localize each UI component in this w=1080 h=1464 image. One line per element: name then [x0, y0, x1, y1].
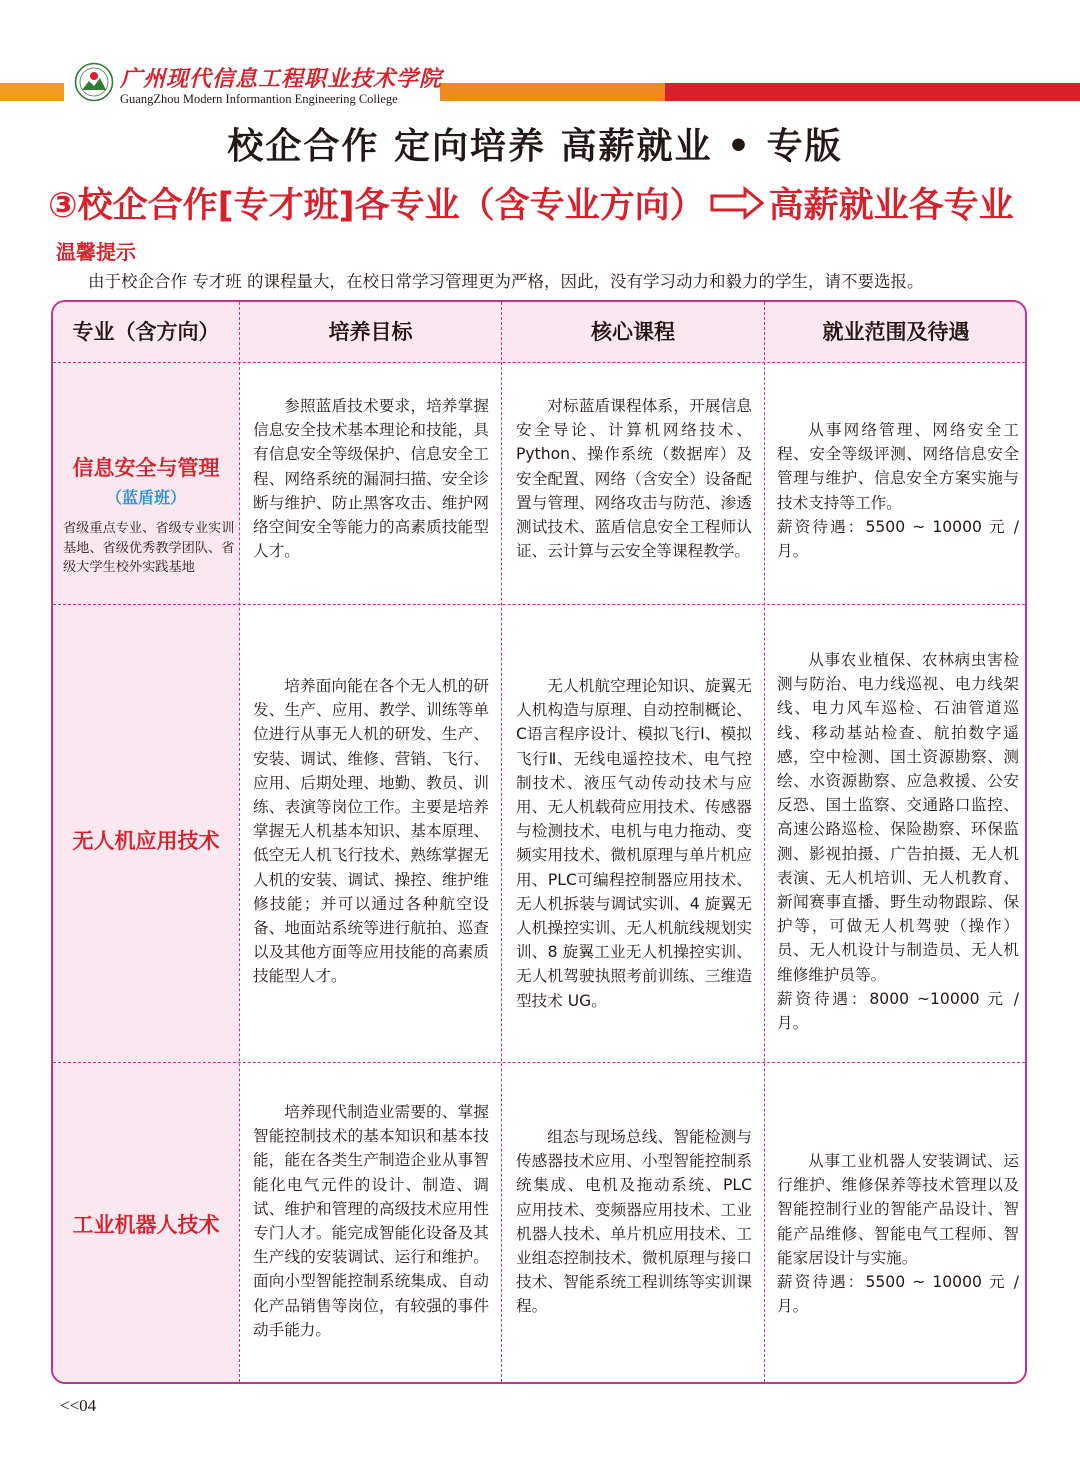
- row2-salary: 薪资待遇：8000 ~10000 元 / 月。: [777, 989, 1019, 1033]
- row1-salary: 薪资待遇：5500 ~ 10000 元 / 月。: [777, 517, 1019, 561]
- row1-jobs: [777, 418, 1019, 563]
- subtitle-number: ③: [48, 186, 78, 226]
- row3-courses-text: 组态与现场总线、智能检测与传感器技术应用、小型智能控制系统集成、电机及拖动系统、PLC 应用技术、变频器应用技术、工业机器人技术、单片机应用技术、工业组态控制技术、微机原理与接口技术、智能系统工程训练等实训课程。: [516, 1128, 752, 1316]
- row-divider: [53, 604, 1025, 605]
- row2-jobs-text: 从事农业植保、农林病虫害检测与防治、电力线巡视、电力线架线、电力风车巡检、石油管道巡线、移动基站检查、航拍数字遥感，空中检测、国土资源勘察、测绘、水资源勘察、应急救援、公安反恐、国土监察、交通路口监控、高速公路巡检、保险勘察、环保监测、影视拍摄、广告拍摄、无人机表演、无人机培训、无人机教育、新闻赛事直播、野生动物跟踪、保护等，可做无人机驾驶（操作）员、无人机设计与制造员、无人机维修维护员等。: [777, 651, 1019, 984]
- column-divider: [239, 302, 240, 1382]
- row1-major-sub: （蓝盾班）: [105, 488, 186, 507]
- school-name-cn: 广州现代信息工程职业技术学院: [120, 66, 443, 92]
- row1-major-note: 省级重点专业、省级专业实训基地、省级优秀教学团队、省级大学生校外实践基地: [63, 521, 235, 575]
- header-bar-right-red: [665, 83, 1080, 101]
- row1-goal-text: 参照蓝盾技术要求，培养掌握信息安全技术基本理论和技能，具有信息安全等级保护、信息安全工程、网络系统的漏洞扫描、安全诊断与维护、防止黑客攻击、维护网络空间安全等能力的高素质技能型人才。: [253, 397, 489, 561]
- school-name-en: GuangZhou Modern Informantion Engineering College: [120, 92, 398, 106]
- row3-courses: [516, 1125, 752, 1319]
- college-seal-logo: [74, 62, 114, 102]
- row1-courses: [516, 394, 752, 563]
- row1-goal: [253, 394, 489, 563]
- row-divider: [53, 1062, 1025, 1063]
- row2-major-name: 无人机应用技术: [72, 829, 220, 853]
- row2-jobs: [777, 648, 1019, 1035]
- tip-text: 由于校企合作 专才班 的课程量大，在校日常学习管理更为严格，因此，没有学习动力和毅力的学生，请不要选报。: [88, 272, 924, 291]
- subtitle-right: 高薪就业各专业: [768, 186, 1014, 226]
- right-arrow-icon: [709, 186, 765, 229]
- row3-goal-text: 培养现代制造业需要的、掌握智能控制技术的基本知识和基本技能，能在各类生产制造企业从事智能化电气元件的设计、制造、调试、维护和管理的高级技术应用性专门人才。能完成智能化设备及其生产线的安装调试、运行和维护。面向小型智能控制系统集成、自动化产品销售等岗位，有较强的事件动手能力。: [253, 1103, 489, 1339]
- page-title: 校企合作 定向培养 高薪就业 • 专版: [227, 126, 843, 167]
- row3-goal: [253, 1100, 489, 1342]
- page-subtitle: [48, 178, 1014, 229]
- column-divider: [764, 302, 765, 1382]
- majors-table: [51, 300, 1027, 1384]
- row3-major-name: 工业机器人技术: [72, 1213, 220, 1237]
- subtitle-left: 校企合作[专才班]各专业（含专业方向）: [77, 186, 705, 226]
- row1-courses-text: 对标蓝盾课程体系，开展信息安全导论、计算机网络技术、Python、操作系统（数据库）及安全配置、网络（含安全）设备配置与管理、网络攻击与防范、渗透测试技术、蓝盾信息安全工程师认证、云计算与云安全等课程教学。: [516, 397, 752, 561]
- header-courses: 核心课程: [591, 320, 675, 344]
- column-divider: [501, 302, 502, 1382]
- row2-goal-text: 培养面向能在各个无人机的研发、生产、应用、教学、训练等单位进行从事无人机的研发、生产、安装、调试、维修、营销、飞行、应用、后期处理、地勤、教员、训练、表演等岗位工作。主要是培养掌握无人机基本知识、基本原理、低空无人机飞行技术、熟练掌握无人机的安装、调试、操控、维护维修技能；并可以通过各种航空设备、地面站系统等进行航拍、巡查以及其他方面等应用技能的高素质技能型人才。: [253, 677, 489, 986]
- tip-heading: 温馨提示: [56, 240, 136, 264]
- row2-goal: [253, 674, 489, 989]
- row3-jobs-text: 从事工业机器人安装调试、运行维护、维修保养等技术管理以及智能控制行业的智能产品设计、智能产品维修、智能电气工程师、智能家居设计与实施。: [777, 1152, 1019, 1267]
- header-jobs: 就业范围及待遇: [822, 320, 970, 344]
- page-number: <<04: [60, 1396, 97, 1415]
- header-major: 专业（含方向）: [72, 320, 220, 344]
- row3-salary: 薪资待遇：5500 ~ 10000 元 / 月。: [777, 1273, 1019, 1316]
- header-bar-right-orange: [440, 83, 665, 101]
- row2-courses: [516, 674, 752, 1013]
- row1-jobs-text: 从事网络管理、网络安全工程、安全等级评测、网络信息安全管理与维护、信息安全方案实施与技术支持等工作。: [777, 421, 1019, 512]
- row2-courses-text: 无人机航空理论知识、旋翼无人机构造与原理、自动控制概论、C语言程序设计、模拟飞行Ⅰ、模拟飞行Ⅱ、无线电遥控技术、电气控制技术、液压气动传动技术与应用、无人机载荷应用技术、传感器与检测技术、电机与电力拖动、变频实用技术、微机原理与单片机应用、PLC可编程控制器应用技术、无人机拆装与调试实训、4 旋翼无人机操控实训、无人机航线规划实训、8 旋翼工业无人机操控实训、无人机驾驶执照考前训练、三维造型技术 UG。: [516, 677, 752, 1010]
- header-goal: 培养目标: [328, 320, 413, 344]
- header-bar-left: [0, 83, 64, 101]
- row3-jobs: [777, 1149, 1019, 1318]
- row1-major-name: 信息安全与管理: [72, 456, 220, 480]
